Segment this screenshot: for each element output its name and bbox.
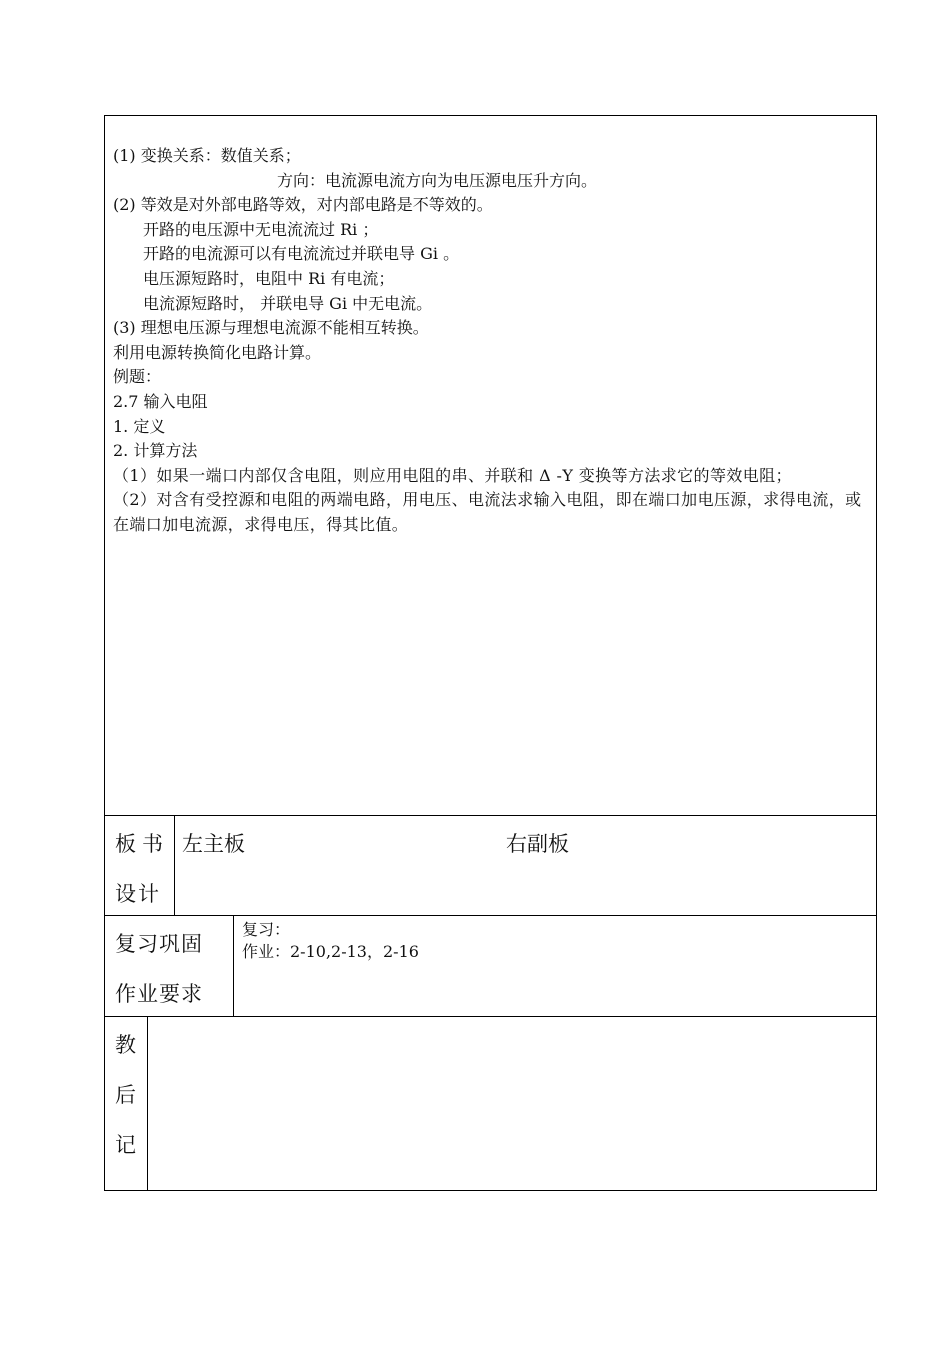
content-line: (1) 变换关系：数值关系； [113,146,301,165]
board-design-row [104,816,877,916]
board-design-label-line1: 板书 [115,832,169,856]
board-design-label-line2: 设计 [115,882,161,906]
content-line: 方向：电流源电流方向为电压源电压升方向。 [277,170,598,190]
content-line: 电流源短路时， 并联电导 Gi 中无电流。 [143,293,433,313]
left-main-board: 左主板 [182,832,245,856]
content-line: (3) 理想电压源与理想电流源不能相互转换。 [113,318,429,338]
post-lesson-notes-row [104,1017,877,1191]
homework-line: 作业：2-10,2-13，2-16 [242,942,419,961]
review-label-line2: 作业要求 [115,982,203,1006]
review-line: 复习： [242,920,291,939]
content-line: 利用电源转换简化电路计算。 [113,342,322,362]
post-lesson-notes-label [105,1017,148,1190]
content-line: 开路的电流源可以有电流流过并联电导 Gi 。 [143,244,460,264]
content-line: （1）如果一端口内部仅含电阻，则应用电阻的串、并联和 Δ -Y 变换等方法求它的等效电阻； [113,465,792,485]
content-line: 2. 计算方法 [113,441,198,461]
review-homework-label [105,916,234,1016]
content-line: (2) 等效是对外部电路等效，对内部电路是不等效的。 [113,195,493,215]
content-line: 开路的电压源中无电流流过 Ri ； [143,219,379,239]
review-homework-content [242,919,419,963]
review-label-line1: 复习巩固 [115,932,203,956]
right-sub-board: 右副板 [506,832,569,856]
content-line: （2）对含有受控源和电阻的两端电路，用电压、电流法求输入电阻，即在端口加电压源，求得电流，或在端口加电流源，求得电压，得其比值。 [113,490,862,534]
content-line: 2.7 输入电阻 [113,391,208,411]
notes-label-char: 后 [115,1083,136,1107]
review-homework-row [104,916,877,1017]
content-line: 例题： [113,367,162,387]
lesson-plan-table [104,115,877,1191]
content-cell [104,115,877,816]
content-line: 1. 定义 [113,416,166,436]
board-design-label [105,816,175,915]
content-line: 电压源短路时，电阻中 Ri 有电流； [143,268,395,288]
notes-label-char: 记 [115,1133,136,1157]
notes-label-char: 教 [115,1033,136,1057]
content-text [113,144,871,538]
